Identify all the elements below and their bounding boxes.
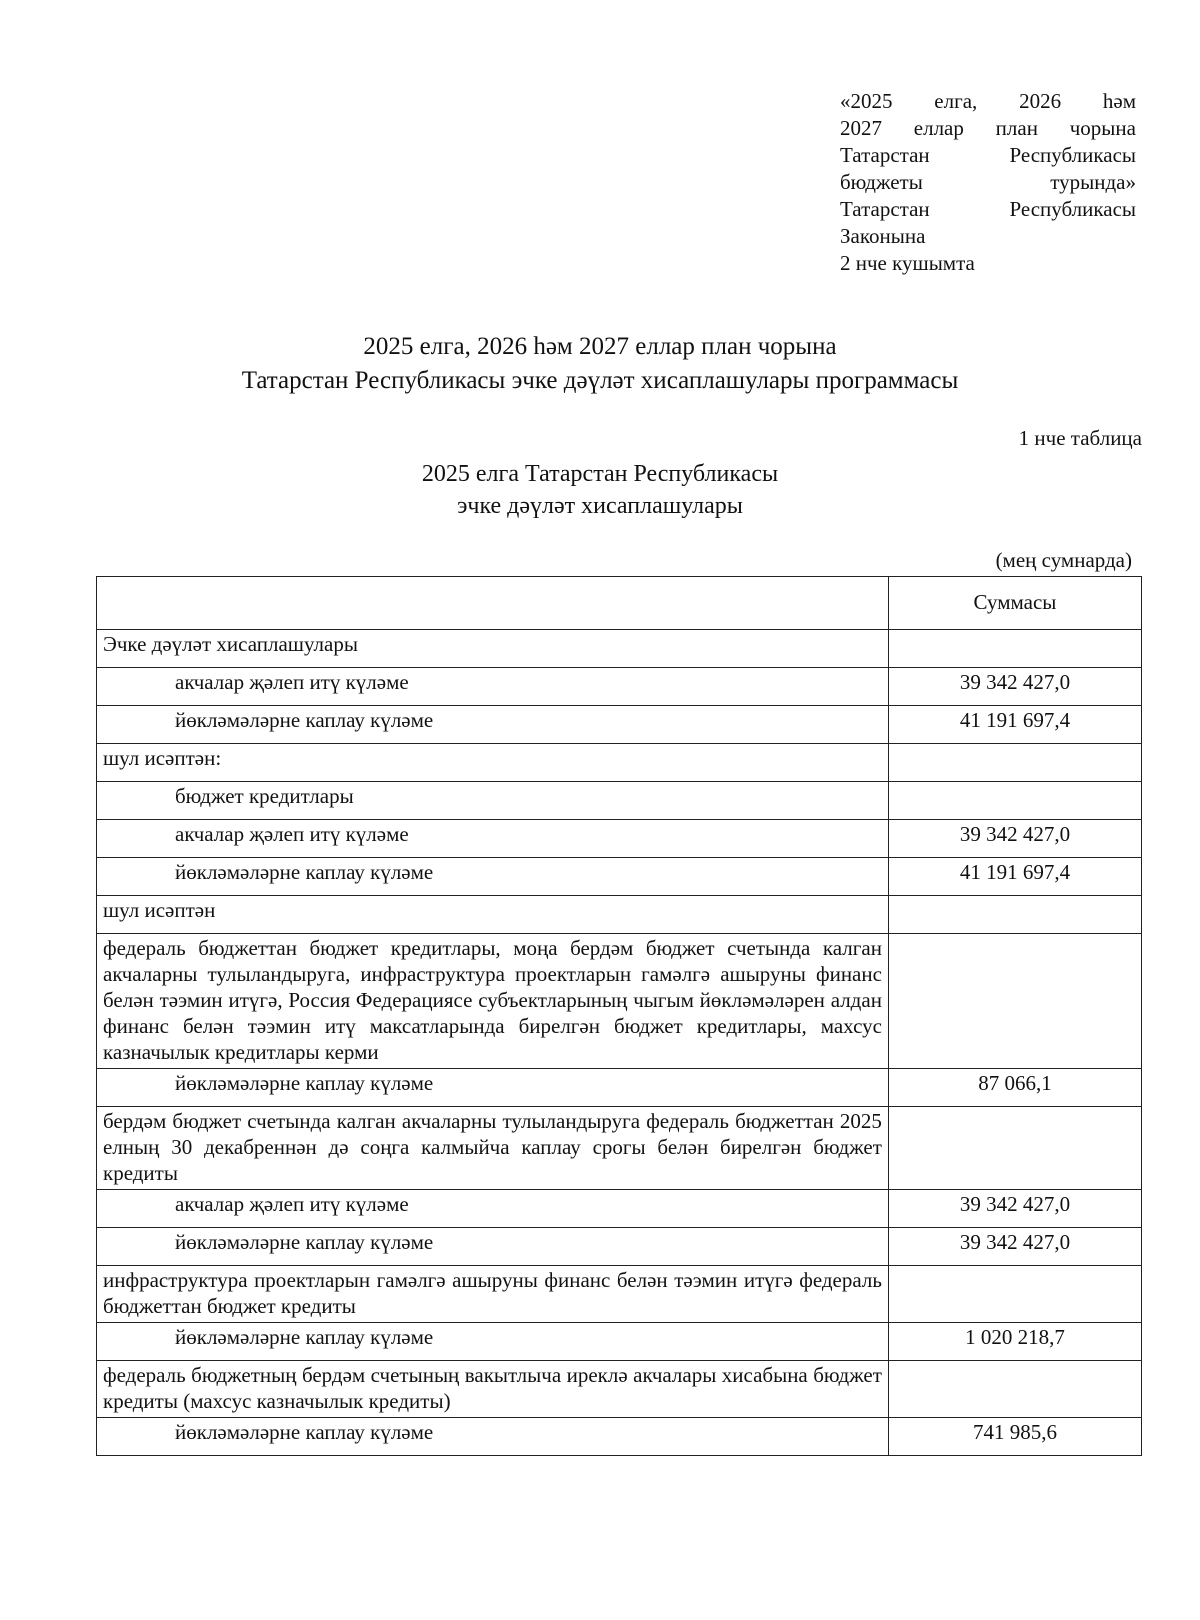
table-row [97, 782, 1142, 820]
row-amount: 41 191 697,4 [888, 706, 1141, 744]
table-row [97, 1190, 1142, 1228]
row-label: йөкләмәләрне каплау күләме [97, 1069, 889, 1107]
table-row [97, 1418, 1142, 1456]
table-row [97, 1069, 1142, 1107]
table-title [0, 458, 1200, 522]
row-label: акчалар җәлеп итү күләме [97, 820, 889, 858]
row-label: йөкләмәләрне каплау күләме [97, 1418, 889, 1456]
table-row [97, 934, 1142, 1069]
table-row [97, 706, 1142, 744]
table-row [97, 1323, 1142, 1361]
annex-line [840, 169, 1136, 196]
document-title-line2: Татарстан Республикасы эчке дәүләт хисаплашулары программасы [241, 367, 959, 394]
annex-word: план [995, 116, 1038, 140]
table-title-line2: эчке дәүләт хисаплашулары [457, 493, 743, 519]
annex-line [840, 196, 1136, 223]
row-label: федераль бюджеттан бюджет кредитлары, моңа бердәм бюджет счетында калган акчаларны тулыландыруга, инфраструктура проектларын гамәлгә ашыруны финанс белән тәэмин итүгә, Россия Федерациясе субъектларының чыгым йөкләмәләрен алдан финанс белән тәэмин итү максатларында бирелгән бюджет кредитлары, махсус казначылык кредитлары керми [97, 934, 889, 1069]
document-title-line1: 2025 елга, 2026 һәм 2027 еллар план чорына [363, 333, 837, 360]
table-row [97, 744, 1142, 782]
row-amount [888, 1107, 1141, 1190]
table-row [97, 858, 1142, 896]
annex-word: Республикасы [1009, 197, 1136, 221]
row-label: шул исәптән: [97, 744, 889, 782]
row-amount: 39 342 427,0 [888, 1190, 1141, 1228]
units-note: (мең сумнарда) [995, 548, 1132, 572]
row-label: йөкләмәләрне каплау күләме [97, 706, 889, 744]
annex-line: Законына [840, 224, 926, 248]
table-title-line1: 2025 елга Татарстан Республикасы [421, 461, 779, 487]
row-label: Эчке дәүләт хисаплашулары [97, 630, 889, 668]
row-amount [888, 630, 1141, 668]
annex-line: 2 нче кушымта [840, 251, 975, 275]
annex-word: бюджеты [840, 170, 923, 194]
row-amount: 741 985,6 [888, 1418, 1141, 1456]
row-label: акчалар җәлеп итү күләме [97, 668, 889, 706]
table-number: 1 нче таблица [1018, 426, 1142, 450]
document-title [0, 330, 1200, 398]
annex-word: һәм [1102, 89, 1136, 113]
annex-line [840, 88, 1136, 115]
row-label: йөкләмәләрне каплау күләме [97, 1228, 889, 1266]
annex-word: «2025 [840, 89, 893, 113]
annex-line [840, 142, 1136, 169]
row-amount: 39 342 427,0 [888, 668, 1141, 706]
header-amount-cell: Суммасы [888, 577, 1141, 630]
row-label: федераль бюджетның бердәм счетының вакытлыча иреклә акчалары хисабына бюджет кредиты (махсус казначылык кредиты) [97, 1361, 889, 1418]
row-label: бюджет кредитлары [97, 782, 889, 820]
row-amount [888, 782, 1141, 820]
annex-word: чорына [1069, 116, 1136, 140]
row-amount: 39 342 427,0 [888, 820, 1141, 858]
row-label: йөкләмәләрне каплау күләме [97, 1323, 889, 1361]
annex-reference [840, 88, 1136, 277]
table-header-row [97, 577, 1142, 630]
row-amount: 87 066,1 [888, 1069, 1141, 1107]
header-label-cell [97, 577, 889, 630]
table-row [97, 630, 1142, 668]
table-row [97, 820, 1142, 858]
row-amount [888, 1266, 1141, 1323]
annex-word: елга, [934, 89, 978, 113]
row-label: шул исәптән [97, 896, 889, 934]
row-amount [888, 934, 1141, 1069]
table-row [97, 1361, 1142, 1418]
row-amount [888, 896, 1141, 934]
table-row [97, 896, 1142, 934]
row-amount [888, 1361, 1141, 1418]
row-amount: 1 020 218,7 [888, 1323, 1141, 1361]
annex-word: еллар [913, 116, 964, 140]
annex-word: Республикасы [1009, 143, 1136, 167]
annex-word: 2027 [840, 116, 882, 140]
table-row [97, 1107, 1142, 1190]
annex-word: Татарстан [840, 143, 930, 167]
debt-table [96, 576, 1142, 1456]
row-label: йөкләмәләрне каплау күләме [97, 858, 889, 896]
row-label: бердәм бюджет счетында калган акчаларны тулыландыруга федераль бюджеттан 2025 елның 30 декабреннән дә соңга калмыйча каплау срогы белән бирелгән бюджет кредиты [97, 1107, 889, 1190]
row-label: инфраструктура проектларын гамәлгә ашыруны финанс белән тәэмин итүгә федераль бюджеттан бюджет кредиты [97, 1266, 889, 1323]
table-row [97, 1266, 1142, 1323]
annex-line [840, 115, 1136, 142]
annex-word: 2026 [1019, 89, 1062, 113]
table-row [97, 1228, 1142, 1266]
annex-word: Татарстан [840, 197, 930, 221]
table-row [97, 668, 1142, 706]
row-amount: 41 191 697,4 [888, 858, 1141, 896]
row-amount [888, 744, 1141, 782]
annex-word: турында» [1050, 170, 1136, 194]
row-amount: 39 342 427,0 [888, 1228, 1141, 1266]
row-label: акчалар җәлеп итү күләме [97, 1190, 889, 1228]
